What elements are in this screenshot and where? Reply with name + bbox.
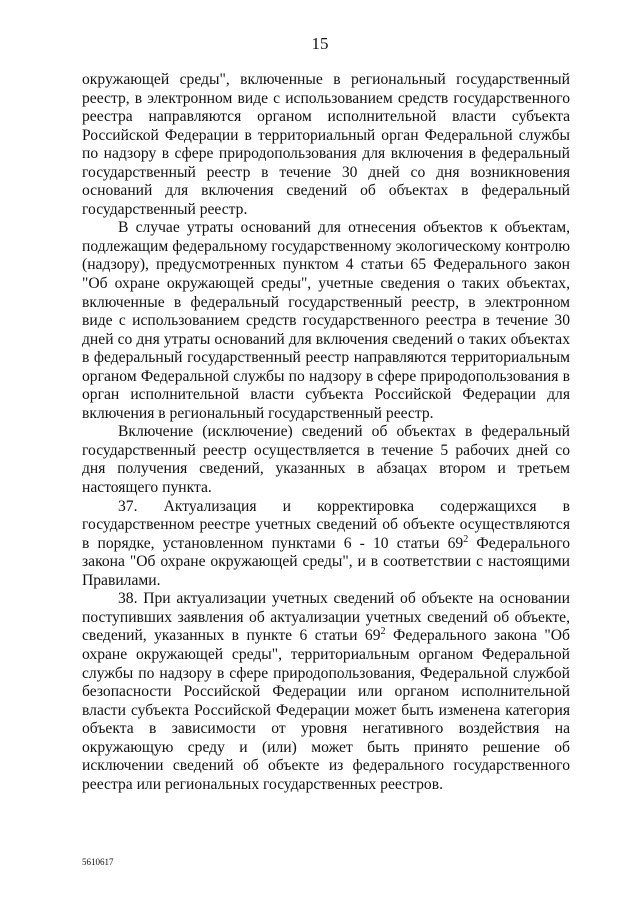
superscript: 2: [463, 533, 469, 545]
paragraph-text: окружающей среды", включенные в региональный государственный реестр, в электронном виде с использованием средств государственного реестра направляются органом исполнительной власти субъекта Российской Федерации в территориальный орган Федеральной службы по надзору в сфере природопользования для включения в федеральный государственный реестр в течение 30 дней со дня возникновения оснований для включения сведений об объектах в федеральный государственный реестр.: [82, 71, 570, 218]
paragraph-text: 38. При актуализации учетных сведений об объекте на основании поступивших заявления об актуализации учетных сведений об объекте, сведений, указанных в пункте 6 статьи 69: [82, 590, 570, 645]
page-number: 15: [311, 34, 329, 53]
paragraph-text: 37. Актуализация и корректировка содержащихся в государственном реестре учетных сведений об объекте осуществляются в порядке, установленном пунктами 6 - 10 статьи 69: [82, 497, 570, 552]
paragraph-text: Включение (исключение) сведений об объектах в федеральный государственный реестр осуществляется в течение 5 рабочих дней со дня получения сведений, указанных в абзацах втором и третьем настоящего пункта.: [82, 423, 570, 497]
paragraph-text: В случае утраты оснований для отнесения объектов к объектам, подлежащим федеральному государственному экологическому контролю (надзору), предусмотренных пунктом 4 статьи 65 Федерального закон "Об охране окружающей среды", учетные сведения о таких объектах, включенные в федеральный государственный реестр, в электронном виде с использованием средств государственного реестра в течение 30 дней со дня утраты оснований для включения сведений о таких объектах в федеральный государственный реестр направляются территориальным органом Федеральной службы по надзору в сфере природопользования в орган исполнительной власти субъекта Российской Федерации для включения в региональный государственный реестр.: [82, 219, 570, 422]
paragraph-p3: [82, 423, 570, 497]
paragraph-text: Федерального закона "Об охране окружающей среды", территориальным органом Федеральной службы по надзору в сфере природопользования, Федеральной службой безопасности Российской Федерации или органом исполнительной власти субъекта Российской Федерации может быть изменена категория объекта в зависимости от уровня негативного воздействия на окружающую среду и (или) может быть принято решение об исключении сведений об объекте из федерального государственного реестра или региональных государственных реестров.: [82, 627, 570, 793]
paragraph-p5-item-38: [82, 590, 570, 794]
footer-document-code: 5610617: [82, 857, 114, 867]
paragraph-p2: [82, 219, 570, 423]
document-body: [82, 71, 570, 794]
superscript: 2: [380, 626, 386, 638]
paragraph-text: Федерального закона "Об охране окружающей среды", и в соответствии с настоящими Правилами.: [82, 534, 570, 589]
paragraph-p1: [82, 71, 570, 219]
paragraph-p4-item-37: [82, 498, 570, 591]
